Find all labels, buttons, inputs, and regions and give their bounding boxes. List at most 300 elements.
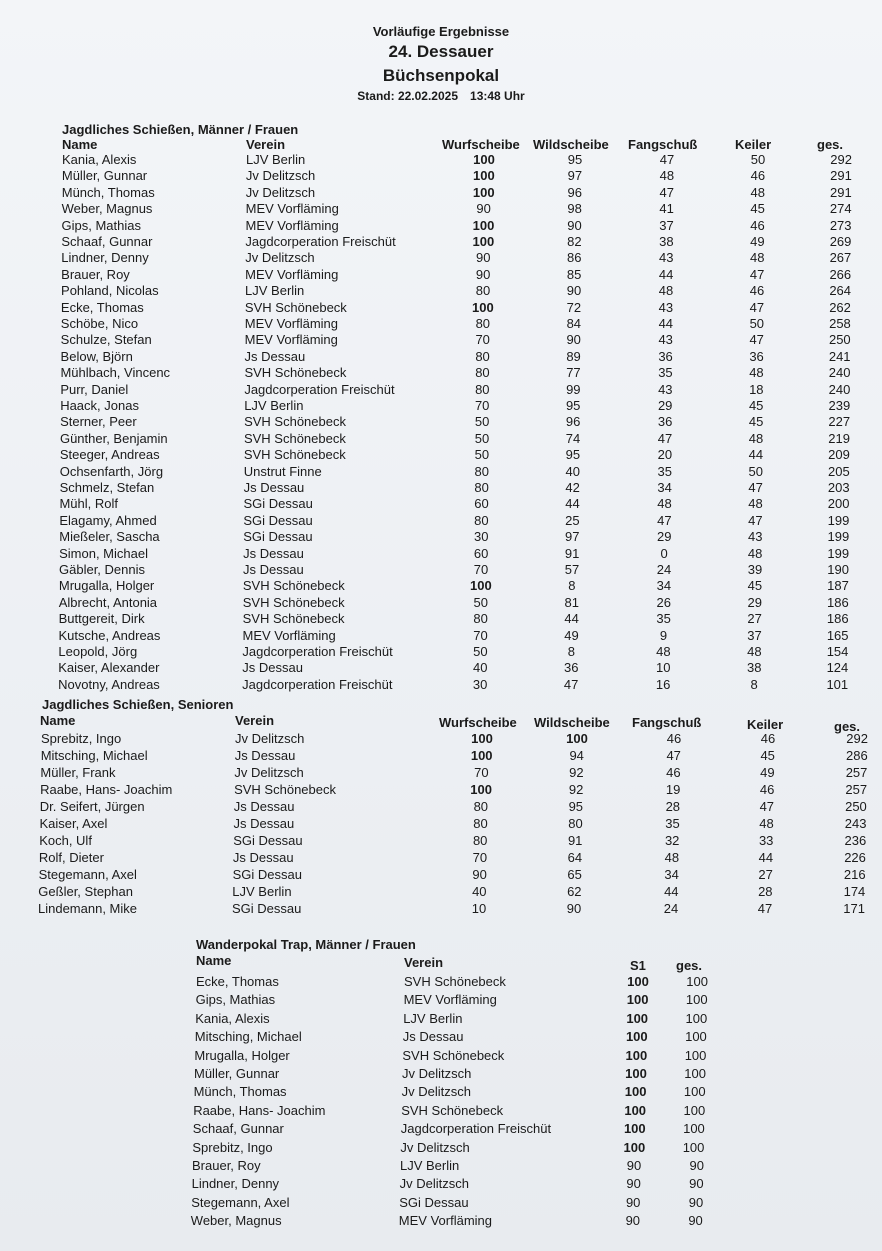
section-title-trap: Wanderpokal Trap, Männer / Frauen (196, 937, 416, 952)
cell-s1: 100 (626, 992, 649, 1008)
event-title-line2: Büchsenpokal (382, 66, 500, 85)
cell-ges: 264 (829, 283, 852, 299)
table-row (0, 799, 882, 815)
cell-wurfscheibe: 90 (475, 266, 491, 282)
cell-ges: 216 (843, 867, 866, 882)
cell-verein: Jv Delitzsch (401, 1084, 471, 1100)
col-keiler: Keiler (747, 717, 784, 732)
cell-s1: 90 (625, 1194, 641, 1210)
cell-ges: 273 (829, 217, 852, 233)
cell-verein: Js Dessau (232, 850, 294, 865)
cell-wildscheibe: 100 (566, 731, 588, 746)
cell-wurfscheibe: 100 (471, 731, 493, 746)
cell-s1: 100 (627, 974, 649, 989)
cell-name: Leopold, Jörg (58, 644, 138, 659)
cell-keiler: 48 (748, 496, 763, 512)
cell-wildscheibe: 44 (564, 611, 579, 627)
cell-name: Kania, Alexis (62, 152, 137, 167)
cell-ges: 240 (828, 381, 851, 397)
table-row (0, 611, 882, 627)
cell-s1: 100 (625, 1029, 648, 1045)
cell-keiler: 39 (747, 562, 763, 577)
col-ges: ges. (834, 719, 861, 734)
table-row (0, 578, 882, 594)
cell-ges: 90 (689, 1176, 704, 1192)
cell-ges: 100 (685, 1010, 708, 1026)
cell-wildscheibe: 94 (569, 748, 584, 763)
cell-wildscheibe: 91 (567, 833, 583, 848)
cell-ges: 171 (843, 901, 865, 916)
cell-wildscheibe: 57 (564, 562, 580, 577)
cell-wildscheibe: 82 (567, 234, 582, 249)
table-row (0, 349, 882, 365)
stand-line (0, 89, 882, 103)
cell-wurfscheibe: 90 (476, 201, 491, 217)
cell-verein: SGi Dessau (243, 512, 313, 528)
cell-ges: 90 (689, 1158, 704, 1173)
cell-fangschuss: 36 (657, 414, 673, 430)
cell-name: Albrecht, Antonia (58, 594, 158, 610)
cell-name: Schaaf, Gunnar (192, 1121, 284, 1137)
cell-verein: Jagdcorperation Freischüt (242, 644, 393, 659)
cell-verein: SVH Schönebeck (244, 365, 347, 381)
cell-keiler: 37 (747, 627, 762, 643)
cell-wurfscheibe: 100 (472, 299, 494, 315)
cell-name: Kaiser, Alexander (58, 660, 160, 676)
cell-ges: 291 (830, 184, 852, 200)
cell-ges: 269 (829, 234, 852, 249)
cell-name: Schaaf, Gunnar (61, 234, 153, 249)
cell-name: Geßler, Stephan (38, 884, 133, 899)
cell-fangschuss: 16 (655, 676, 671, 692)
table-row (0, 595, 882, 611)
cell-wildscheibe: 74 (565, 430, 581, 446)
cell-verein: Jagdcorperation Freischüt (245, 234, 396, 249)
cell-verein: Jagdcorperation Freischüt (242, 676, 393, 692)
cell-keiler: 8 (750, 676, 758, 692)
cell-name: Brauer, Roy (192, 1158, 261, 1173)
cell-ges: 257 (845, 765, 868, 780)
cell-wurfscheibe: 100 (472, 217, 495, 233)
table-row (0, 283, 882, 299)
cell-name: Purr, Daniel (60, 381, 129, 397)
cell-keiler: 48 (748, 430, 764, 446)
cell-wurfscheibe: 50 (474, 414, 490, 430)
cell-wurfscheibe: 80 (474, 512, 489, 528)
cell-keiler: 49 (760, 765, 775, 780)
col-verein: Verein (235, 713, 275, 728)
cell-ges: 100 (686, 974, 708, 989)
cell-keiler: 47 (749, 299, 765, 315)
cell-verein: SVH Schönebeck (243, 447, 346, 463)
cell-verein: SVH Schönebeck (404, 974, 506, 989)
table-row (0, 332, 882, 348)
cell-ges: 286 (845, 748, 868, 763)
table-row (0, 628, 882, 644)
cell-keiler: 48 (747, 545, 763, 561)
cell-fangschuss: 9 (659, 627, 668, 643)
cell-verein: SVH Schönebeck (243, 430, 346, 446)
cell-name: Weber, Magnus (61, 201, 153, 217)
table-row (0, 529, 882, 545)
cell-fangschuss: 47 (659, 152, 675, 167)
cell-ges: 267 (829, 250, 852, 266)
cell-fangschuss: 29 (657, 398, 673, 413)
cell-wurfscheibe: 80 (474, 480, 489, 495)
cell-wurfscheibe: 90 (476, 250, 491, 266)
cell-name: Ecke, Thomas (196, 974, 279, 989)
cell-name: Münch, Thomas (61, 184, 155, 200)
cell-ges: 226 (844, 850, 866, 865)
cell-ges: 292 (830, 152, 852, 167)
col-fangschuss: Fangschuß (632, 715, 702, 730)
cell-wurfscheibe: 50 (474, 430, 490, 446)
table-row (0, 398, 882, 414)
cell-fangschuss: 38 (659, 234, 674, 249)
cell-verein: SVH Schönebeck (401, 1102, 504, 1118)
cell-wurfscheibe: 70 (472, 850, 488, 865)
cell-ges: 186 (827, 594, 849, 610)
cell-wurfscheibe: 30 (472, 676, 488, 692)
cell-ges: 165 (826, 627, 849, 643)
cell-keiler: 48 (749, 365, 764, 381)
cell-verein: Js Dessau (243, 562, 304, 577)
cell-name: Ochsenfarth, Jörg (59, 463, 164, 479)
cell-keiler: 48 (759, 816, 774, 831)
cell-keiler: 27 (747, 611, 762, 627)
cell-ges: 100 (682, 1139, 705, 1155)
cell-wildscheibe: 40 (565, 463, 580, 479)
cell-wildscheibe: 96 (565, 414, 581, 430)
cell-keiler: 28 (758, 884, 773, 899)
table-row (0, 513, 882, 529)
cell-wildscheibe: 65 (567, 867, 582, 882)
table-row (0, 168, 882, 184)
cell-name: Sterner, Peer (60, 414, 137, 430)
cell-s1: 90 (625, 1213, 641, 1229)
cell-wildscheibe: 25 (565, 512, 580, 528)
cell-wildscheibe: 90 (567, 217, 582, 233)
cell-name: Stegemann, Axel (191, 1194, 290, 1210)
cell-ges: 292 (846, 731, 868, 746)
cell-wildscheibe: 49 (564, 627, 579, 643)
cell-wurfscheibe: 50 (473, 594, 488, 610)
cell-ges: 199 (827, 512, 850, 528)
cell-name: Lindner, Denny (191, 1176, 280, 1192)
cell-ges: 100 (684, 1066, 706, 1081)
cell-wildscheibe: 89 (566, 348, 581, 364)
cell-verein: MEV Vorfläming (244, 316, 338, 331)
cell-name: Novotny, Andreas (58, 676, 160, 692)
cell-name: Gäbler, Dennis (59, 562, 145, 577)
cell-wurfscheibe: 90 (472, 867, 487, 882)
cell-name: Koch, Ulf (39, 833, 92, 848)
cell-verein: SGi Dessau (243, 529, 313, 545)
stand-time: 13:48 Uhr (470, 89, 525, 103)
cell-verein: Js Dessau (233, 816, 295, 831)
cell-wurfscheibe: 60 (474, 496, 489, 512)
cell-verein: LJV Berlin (244, 398, 304, 413)
cell-wurfscheibe: 80 (473, 816, 488, 831)
cell-wildscheibe: 77 (566, 365, 581, 381)
cell-s1: 100 (623, 1139, 646, 1155)
cell-wildscheibe: 96 (567, 184, 582, 200)
table-row (0, 234, 882, 250)
table-row (0, 833, 882, 849)
cell-wurfscheibe: 70 (475, 332, 490, 348)
cell-name: Sprebitz, Ingo (192, 1139, 273, 1155)
cell-ges: 199 (827, 545, 850, 561)
cell-ges: 291 (830, 168, 852, 184)
cell-ges: 100 (684, 1047, 707, 1063)
cell-name: Müller, Gunnar (194, 1066, 280, 1081)
cell-name: Kania, Alexis (195, 1010, 270, 1026)
cell-ges: 262 (829, 299, 851, 315)
cell-ges: 174 (843, 884, 866, 899)
cell-verein: MEV Vorfläming (245, 201, 339, 217)
col-name: Name (62, 137, 98, 152)
cell-keiler: 48 (750, 184, 765, 200)
cell-keiler: 45 (748, 414, 764, 430)
table-row (0, 765, 882, 781)
cell-name: Raabe, Hans- Joachim (40, 782, 173, 797)
cell-wildscheibe: 36 (564, 660, 579, 676)
cell-ges: 243 (844, 816, 867, 831)
section-title-seniors: Jagdliches Schießen, Senioren (42, 697, 234, 712)
cell-ges: 239 (828, 398, 851, 413)
table-row (0, 1176, 882, 1192)
table-row (0, 1103, 882, 1119)
cell-fangschuss: 48 (656, 644, 671, 659)
cell-verein: SVH Schönebeck (242, 578, 345, 594)
cell-keiler: 46 (750, 168, 766, 184)
cell-keiler: 38 (747, 660, 762, 676)
cell-wildscheibe: 47 (563, 676, 579, 692)
cell-fangschuss: 26 (656, 594, 671, 610)
cell-verein: Jv Delitzsch (245, 184, 316, 200)
table-row (0, 1048, 882, 1064)
cell-verein: MEV Vorfläming (398, 1213, 492, 1229)
cell-s1: 100 (624, 1084, 647, 1100)
cell-name: Rolf, Dieter (38, 850, 104, 865)
table-row (0, 850, 882, 866)
cell-ges: 100 (683, 1121, 705, 1137)
cell-verein: Js Dessau (244, 348, 306, 364)
cell-s1: 100 (624, 1102, 647, 1118)
cell-keiler: 36 (749, 348, 764, 364)
cell-name: Mitsching, Michael (194, 1029, 302, 1045)
cell-wildscheibe: 97 (565, 529, 580, 545)
col-wildscheibe: Wildscheibe (534, 715, 610, 730)
cell-wurfscheibe: 80 (475, 381, 490, 397)
cell-wildscheibe: 85 (566, 266, 582, 282)
cell-verein: SGi Dessau (232, 867, 302, 882)
cell-s1: 90 (626, 1158, 642, 1173)
cell-verein: Js Dessau (242, 660, 303, 676)
cell-name: Lindemann, Mike (38, 901, 137, 916)
cell-wildscheibe: 95 (568, 799, 584, 814)
cell-keiler: 46 (750, 217, 765, 233)
cell-fangschuss: 28 (665, 799, 681, 814)
cell-verein: Js Dessau (233, 799, 295, 814)
col-s1: S1 (630, 958, 646, 973)
cell-ges: 250 (828, 332, 851, 348)
table-row (0, 1066, 882, 1082)
cell-fangschuss: 44 (664, 884, 679, 899)
cell-fangschuss: 48 (664, 850, 680, 865)
cell-ges: 205 (828, 463, 850, 479)
cell-keiler: 43 (748, 529, 763, 545)
cell-wildscheibe: 84 (566, 316, 582, 331)
cell-name: Mühlbach, Vincenc (60, 365, 171, 381)
cell-verein: SGi Dessau (243, 496, 313, 512)
cell-verein: SVH Schönebeck (242, 611, 345, 627)
cell-wurfscheibe: 60 (473, 545, 489, 561)
cell-ges: 227 (828, 414, 851, 430)
cell-ges: 209 (828, 447, 850, 463)
cell-fangschuss: 10 (656, 660, 671, 676)
table-row (0, 185, 882, 201)
cell-ges: 250 (845, 799, 867, 814)
cell-name: Lindner, Denny (61, 250, 149, 266)
cell-wildscheibe: 98 (567, 201, 582, 217)
cell-fangschuss: 20 (657, 447, 673, 463)
table-row (0, 447, 882, 463)
cell-fangschuss: 46 (666, 731, 682, 746)
cell-wildscheibe: 97 (567, 168, 583, 184)
table-row (0, 562, 882, 578)
cell-name: Elagamy, Ahmed (59, 512, 157, 528)
cell-name: Below, Björn (60, 348, 133, 364)
cell-verein: Js Dessau (243, 545, 304, 561)
cell-fangschuss: 47 (657, 512, 672, 528)
cell-wildscheibe: 91 (564, 545, 580, 561)
stand-date: Stand: 22.02.2025 (357, 89, 459, 103)
cell-ges: 199 (827, 529, 850, 545)
cell-wildscheibe: 95 (567, 152, 583, 167)
cell-wildscheibe: 95 (565, 447, 581, 463)
cell-verein: MEV Vorfläming (244, 332, 338, 348)
cell-wurfscheibe: 80 (475, 283, 491, 299)
cell-s1: 100 (623, 1121, 646, 1137)
table-row (0, 382, 882, 398)
cell-s1: 100 (625, 1066, 647, 1081)
cell-name: Stegemann, Axel (38, 867, 137, 882)
cell-verein: Jv Delitzsch (400, 1139, 470, 1155)
table-row (0, 782, 882, 798)
table-row (0, 660, 882, 676)
cell-fangschuss: 36 (658, 348, 673, 364)
cell-wildscheibe: 86 (567, 250, 582, 266)
cell-name: Mießeler, Sascha (59, 529, 160, 545)
cell-fangschuss: 48 (659, 168, 675, 184)
table-row (0, 267, 882, 283)
cell-verein: Jagdcorperation Freischüt (400, 1121, 552, 1137)
cell-verein: Js Dessau (234, 748, 296, 763)
table-row (0, 414, 882, 430)
col-wildscheibe: Wildscheibe (533, 137, 609, 152)
cell-name: Schmelz, Stefan (59, 480, 155, 495)
cell-fangschuss: 48 (658, 283, 674, 299)
cell-wurfscheibe: 100 (470, 748, 493, 763)
cell-wurfscheibe: 40 (472, 884, 487, 899)
cell-verein: SVH Schönebeck (244, 414, 346, 430)
cell-ges: 100 (683, 1102, 706, 1118)
cell-name: Buttgereit, Dirk (58, 611, 145, 627)
table-row (0, 644, 882, 660)
cell-wildscheibe: 8 (567, 644, 576, 659)
cell-name: Dr. Seifert, Jürgen (39, 799, 145, 814)
cell-ges: 154 (826, 644, 849, 659)
cell-keiler: 46 (759, 782, 775, 797)
cell-ges: 124 (826, 660, 849, 676)
table-row (0, 1084, 882, 1100)
table-row (0, 300, 882, 316)
cell-verein: SVH Schönebeck (402, 1047, 505, 1063)
cell-fangschuss: 43 (659, 250, 674, 266)
cell-wildscheibe: 92 (569, 765, 584, 780)
cell-wurfscheibe: 100 (472, 234, 495, 249)
cell-name: Gips, Mathias (195, 992, 276, 1008)
col-ges: ges. (817, 137, 844, 152)
cell-name: Haack, Jonas (60, 398, 139, 413)
cell-wurfscheibe: 50 (473, 644, 488, 659)
cell-verein: Jv Delitzsch (245, 250, 315, 266)
table-row (0, 1011, 882, 1027)
cell-ges: 219 (828, 430, 850, 446)
cell-keiler: 44 (758, 850, 774, 865)
cell-verein: SVH Schönebeck (234, 782, 336, 797)
cell-wildscheibe: 90 (566, 283, 582, 299)
cell-wildscheibe: 90 (566, 332, 581, 348)
cell-s1: 100 (625, 1047, 648, 1063)
cell-keiler: 33 (758, 833, 774, 848)
col-wurfscheibe: Wurfscheibe (442, 137, 520, 152)
cell-keiler: 18 (749, 381, 764, 397)
table-row (0, 901, 882, 917)
cell-wildscheibe: 92 (568, 782, 584, 797)
cell-keiler: 47 (757, 901, 773, 916)
cell-wildscheibe: 72 (566, 299, 582, 315)
cell-name: Simon, Michael (59, 545, 148, 561)
cell-wurfscheibe: 100 (470, 782, 492, 797)
cell-ges: 200 (827, 496, 850, 512)
table-row (0, 1029, 882, 1045)
table-row (0, 480, 882, 496)
cell-fangschuss: 44 (658, 266, 674, 282)
cell-keiler: 29 (747, 594, 762, 610)
cell-name: Kutsche, Andreas (58, 627, 161, 643)
cell-ges: 203 (827, 480, 850, 495)
cell-keiler: 46 (760, 731, 776, 746)
cell-ges: 236 (844, 833, 867, 848)
cell-keiler: 50 (750, 152, 766, 167)
cell-wurfscheibe: 10 (471, 901, 487, 916)
cell-verein: Js Dessau (402, 1029, 464, 1045)
cell-wurfscheibe: 100 (470, 578, 492, 594)
table-row (0, 677, 882, 693)
cell-fangschuss: 29 (657, 529, 672, 545)
cell-verein: Jv Delitzsch (235, 731, 305, 746)
cell-wurfscheibe: 30 (474, 529, 489, 545)
cell-name: Mitsching, Michael (40, 748, 148, 763)
cell-name: Sprebitz, Ingo (41, 731, 122, 746)
cell-wildscheibe: 62 (567, 884, 582, 899)
cell-verein: MEV Vorfläming (245, 266, 339, 282)
cell-keiler: 48 (750, 250, 765, 266)
table-row (0, 365, 882, 381)
cell-fangschuss: 47 (657, 430, 673, 446)
